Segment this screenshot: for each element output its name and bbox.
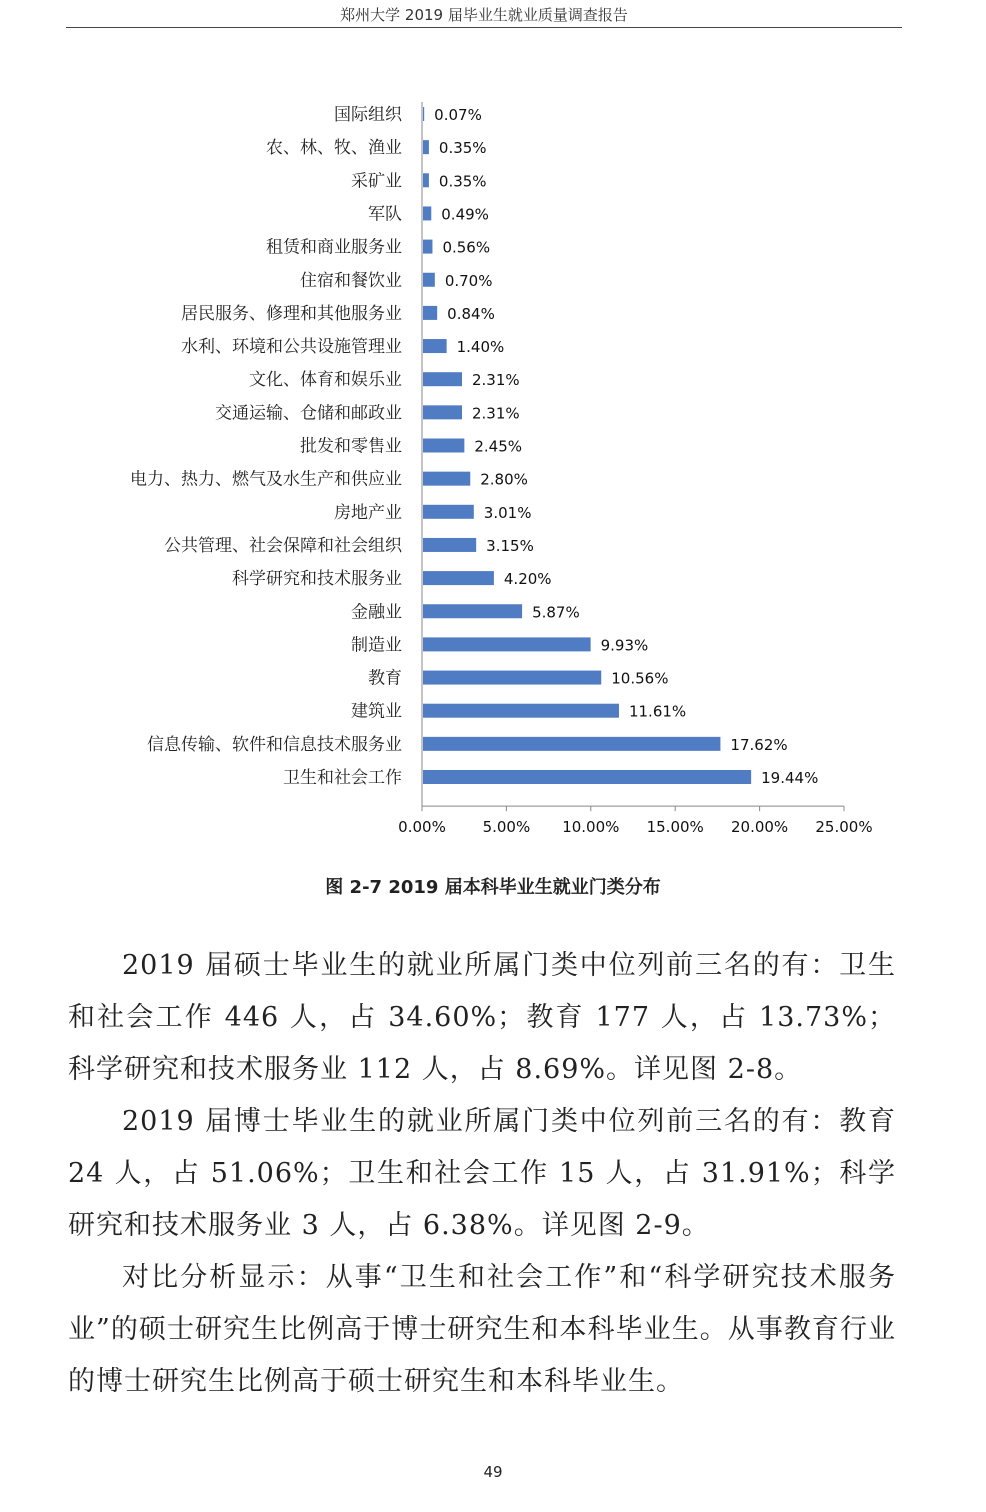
- bar: [423, 704, 619, 718]
- category-label: 交通运输、仓储和邮政业: [215, 403, 402, 424]
- data-label: 5.87%: [532, 603, 580, 622]
- x-tick-label: 20.00%: [730, 818, 789, 837]
- bar: [423, 737, 720, 751]
- bar: [423, 107, 424, 121]
- category-label: 居民服务、修理和其他服务业: [181, 303, 402, 324]
- x-tick-label: 15.00%: [646, 818, 704, 837]
- bar: [423, 538, 476, 552]
- industry-bar-chart: [0, 90, 986, 850]
- data-label: 19.44%: [761, 769, 819, 787]
- figure-caption: 图 2-7 2019 届本科毕业生就业门类分布: [325, 877, 661, 898]
- category-label: 公共管理、社会保障和社会组织: [164, 535, 402, 556]
- bar: [423, 273, 435, 287]
- bar: [423, 339, 447, 353]
- bar: [423, 439, 464, 453]
- data-label: 1.40%: [456, 338, 505, 357]
- category-label: 批发和零售业: [300, 436, 402, 457]
- data-label: 0.56%: [442, 238, 491, 257]
- bar: [423, 405, 462, 419]
- data-label: 2.31%: [471, 404, 520, 423]
- paragraph-masters: 2019 届硕士毕业生的就业所属门类中位列前三名的有：卫生和社会工作 446 人，占 34.60%；教育 177 人，占 13.73%；科学研究和技术服务业 112 人，占 8.69%。详见图 2-8。: [68, 950, 896, 1085]
- data-label: 0.49%: [441, 205, 489, 224]
- category-label: 教育: [368, 668, 402, 689]
- x-tick-label: 25.00%: [815, 818, 873, 837]
- bar: [423, 372, 462, 386]
- data-label: 0.70%: [444, 271, 493, 290]
- bar: [423, 505, 474, 519]
- category-label: 住宿和餐饮业: [300, 270, 402, 291]
- bar: [423, 770, 751, 784]
- data-label: 11.61%: [628, 702, 687, 721]
- header-divider: [66, 27, 902, 28]
- paragraph-comparison: 对比分析显示：从事“卫生和社会工作”和“科学研究技术服务业”的硕士研究生比例高于博士研究生和本科毕业生。从事教育行业的博士研究生比例高于硕士研究生和本科毕业生。: [68, 1262, 896, 1397]
- bar: [423, 173, 429, 187]
- bar: [423, 604, 522, 618]
- bar: [423, 571, 494, 585]
- data-label: 2.80%: [480, 470, 528, 489]
- data-label: 4.20%: [503, 570, 552, 589]
- page-header-title: 郑州大学 2019 届毕业生就业质量调查报告: [340, 6, 628, 24]
- category-label: 采矿业: [351, 171, 402, 192]
- bar: [423, 472, 470, 486]
- category-label: 电力、热力、燃气及水生产和供应业: [130, 469, 402, 490]
- category-label: 金融业: [351, 602, 402, 623]
- data-label: 3.01%: [483, 503, 532, 522]
- category-label: 卫生和社会工作: [283, 768, 402, 788]
- data-label: 2.45%: [474, 437, 523, 456]
- category-label: 信息传输、软件和信息技术服务业: [147, 734, 402, 755]
- category-label: 科学研究和技术服务业: [232, 569, 402, 590]
- bar: [423, 637, 591, 651]
- category-label: 军队: [368, 204, 402, 225]
- data-label: 3.15%: [486, 536, 534, 555]
- category-label: 租赁和商业服务业: [266, 237, 402, 258]
- category-label: 文化、体育和娱乐业: [249, 370, 402, 391]
- page-number: 49: [483, 1463, 503, 1481]
- category-label: 房地产业: [334, 502, 402, 523]
- data-label: 0.35%: [438, 139, 487, 158]
- data-label: 0.07%: [434, 106, 482, 124]
- paragraph-doctoral: 2019 届博士毕业生的就业所属门类中位列前三名的有：教育 24 人，占 51.06%；卫生和社会工作 15 人，占 31.91%；科学研究和技术服务业 3 人，占 6.38%。详见图 2-9。: [68, 1106, 896, 1241]
- category-label: 国际组织: [334, 105, 402, 125]
- category-label: 农、林、牧、渔业: [266, 138, 402, 159]
- data-label: 10.56%: [611, 669, 669, 688]
- data-label: 0.84%: [447, 304, 495, 323]
- data-label: 17.62%: [730, 735, 788, 754]
- body-text: [68, 940, 896, 1408]
- category-label: 水利、环境和公共设施管理业: [181, 337, 402, 358]
- bar: [423, 240, 432, 254]
- data-label: 0.35%: [438, 172, 487, 191]
- bar: [423, 140, 429, 154]
- category-label: 建筑业: [351, 701, 402, 722]
- data-label: 2.31%: [471, 371, 520, 390]
- x-tick-label: 0.00%: [398, 818, 446, 837]
- category-label: 制造业: [351, 635, 402, 656]
- x-tick-label: 10.00%: [562, 818, 620, 837]
- bar: [423, 306, 437, 320]
- data-label: 9.93%: [600, 636, 649, 655]
- bar: [423, 671, 601, 685]
- x-tick-label: 5.00%: [482, 818, 531, 837]
- bar: [423, 206, 431, 220]
